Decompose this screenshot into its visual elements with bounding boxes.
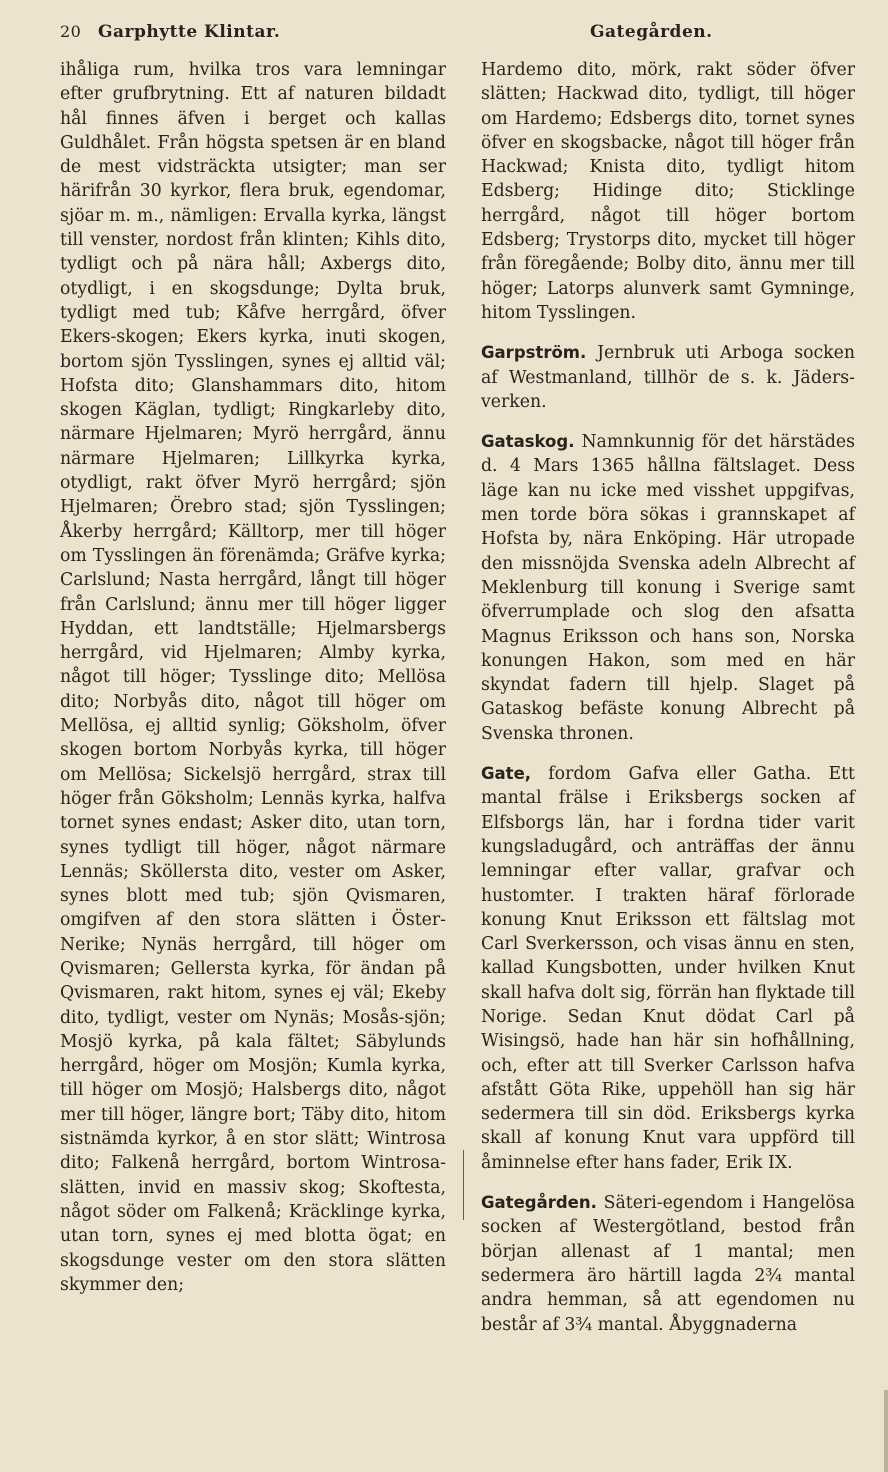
- entry-headword: Gataskog.: [481, 432, 575, 452]
- entry-gategarden: [481, 1191, 855, 1337]
- left-column-text: ihåliga rum, hvilka tros vara lemningar efter grufbrytning. Ett af naturen bildadt hål finnes äfven i berget och kallas Guldhålet. Från högsta spetsen är en bland de mest vidsträckta utsigter; man ser härifrån 30 kyrkor, flera bruk, egendomar, sjöar m. m., nämligen: Ervalla kyrka, längst till venster, nordost från klinten; Kihls dito, tydligt och på nära håll; Axbergs dito, otydligt, i en skogsdunge; Dylta bruk, tydligt med tub; Kåfve herrgård, öfver Ekers-skogen; Ekers kyrka, inuti skogen, bortom sjön Tysslingen, synes ej alltid väl; Hofsta dito; Glanshammars dito, hitom skogen Käglan, tydligt; Ringkarleby dito, närmare Hjelmaren; Myrö herrgård, ännu närmare Hjelmaren; Lillkyrka kyrka, otydligt, rakt öfver Myrö herrgård; sjön Hjelmaren; Örebro stad; sjön Tysslingen; Åkerby herrgård; Källtorp, mer till höger om Tysslingen än förenämda; Gräfve kyrka; Carlslund; Nasta herrgård, långt till höger från Carlslund; ännu mer till höger ligger Hyddan, ett landtställe; Hjelmarsbergs herrgård, vid Hjelmaren; Almby kyrka, något till höger; Tysslinge dito; Mellösa dito; Norbyås dito, något till höger om Mellösa, ej alltid synlig; Göksholm, öfver skogen bortom Norbyås kyrka, till höger om Mellösa; Sickelsjö herrgård, strax till höger från Göksholm; Lennäs kyrka, halfva tornet synes endast; Asker dito, utan torn, synes tydligt till höger, något närmare Lennäs; Sköllersta dito, vester om Asker, synes blott med tub; sjön Qvismaren, omgifven af den stora slätten i Öster-Nerike; Nynäs herrgård, till höger om Qvismaren; Gellersta kyrka, för ändan på Qvismaren, rakt hitom, synes ej väl; Ekeby dito, tydligt, vester om Nynäs; Mosås-sjön; Mosjö kyrka, på kala fältet; Säbylunds herrgård, höger om Mosjön; Kumla kyrka, till höger om Mosjö; Halsbergs dito, något mer till höger, längre bort; Täby dito, hitom sistnämda kyrkor, å en stor slätt; Wintrosa dito; Falkenå herrgård, bortom Wintrosa-slätten, invid en massiv skog; Skoftesta, något söder om Falkenå; Kräcklinge kyrka, utan torn, synes ej med blotta ögat; en skogsdunge vester om den stora slätten skymmer den;: [60, 60, 446, 1295]
- right-column: [481, 58, 855, 1353]
- running-head-left: Garphytte Klintar.: [98, 22, 281, 42]
- page-number: 20: [60, 22, 82, 41]
- column-rule: [463, 1150, 464, 1220]
- left-column: [60, 58, 446, 1313]
- entry-garpstrom: [481, 341, 855, 414]
- entry-text: Namnkunnig för det härstädes d. 4 Mars 1365 hållna fältslaget. Dess läge kan nu icke med visshet uppgifvas, men torde böra sökas i grannskapet af Hofsta by, nära Enköping. Här utropade den missnöjda Svenska adeln Albrecht af Meklenburg till konung i Sverige samt öfverrumplade och slog den afsatta Magnus Eriksson och hans son, Norska konungen Hakon, som med en här skyndat fadern till hjelp. Slaget på Gataskog befäste konung Albrecht på Svenska thronen.: [481, 432, 855, 744]
- page-edge-shadow: [884, 1390, 888, 1472]
- entry-text: Säteri-egendom i Hangelösa socken af Westergötland, bestod från början allenast af 1 mantal; men sedermera äro härtill lagda 2¾ mantal andra hemman, så att egendomen nu består af 3¾ mantal. Åbyggnaderna: [481, 1193, 855, 1335]
- entry-continuation: Hardemo dito, mörk, rakt söder öfver slätten; Hackwad dito, tydligt, till höger om Hardemo; Edsbergs dito, tornet synes öfver en skogsbacke, något till höger från Hackwad; Knista dito, tydligt hitom Edsberg; Hidinge dito; Sticklinge herrgård, något till höger bortom Edsberg; Trystorps dito, mycket till höger från föregående; Bolby dito, ännu mer till höger; Latorps alunverk samt Gymninge, hitom Tysslingen.: [481, 60, 855, 323]
- entry-text: fordom Gafva eller Gatha. Ett mantal frälse i Eriksbergs socken af Elfsborgs län, har i fordna tider varit kungsladugård, och anträffas der ännu lemningar efter vallar, grafvar och hustomter. I trakten häraf förlorade konung Knut Eriksson ett fältslag mot Carl Sverkersson, och visas ännu en sten, kallad Kungsbotten, under hvilken Knut skall hafva dolt sig, förrän han flyktade till Norige. Sedan Knut dödat Carl på Wisingsö, hade han här sin hofhållning, och, efter att till Sverker Carlsson hafva afstått Göta Rike, uppehöll han sig här sedermera till sin död. Eriksbergs kyrka skall af konung Knut vara uppförd till åminnelse efter hans fader, Erik IX.: [481, 764, 855, 1173]
- entry-headword: Garpström.: [481, 343, 587, 363]
- running-head-right: Gategården.: [590, 22, 713, 42]
- entry-text: Jernbruk uti Arboga socken af Westmanland, tillhör de s. k. Jäders-verken.: [481, 343, 855, 412]
- entry-gataskog: [481, 430, 855, 746]
- entry-headword: Gategården.: [481, 1193, 597, 1213]
- entry-headword: Gate,: [481, 764, 532, 784]
- entry-gate: [481, 762, 855, 1175]
